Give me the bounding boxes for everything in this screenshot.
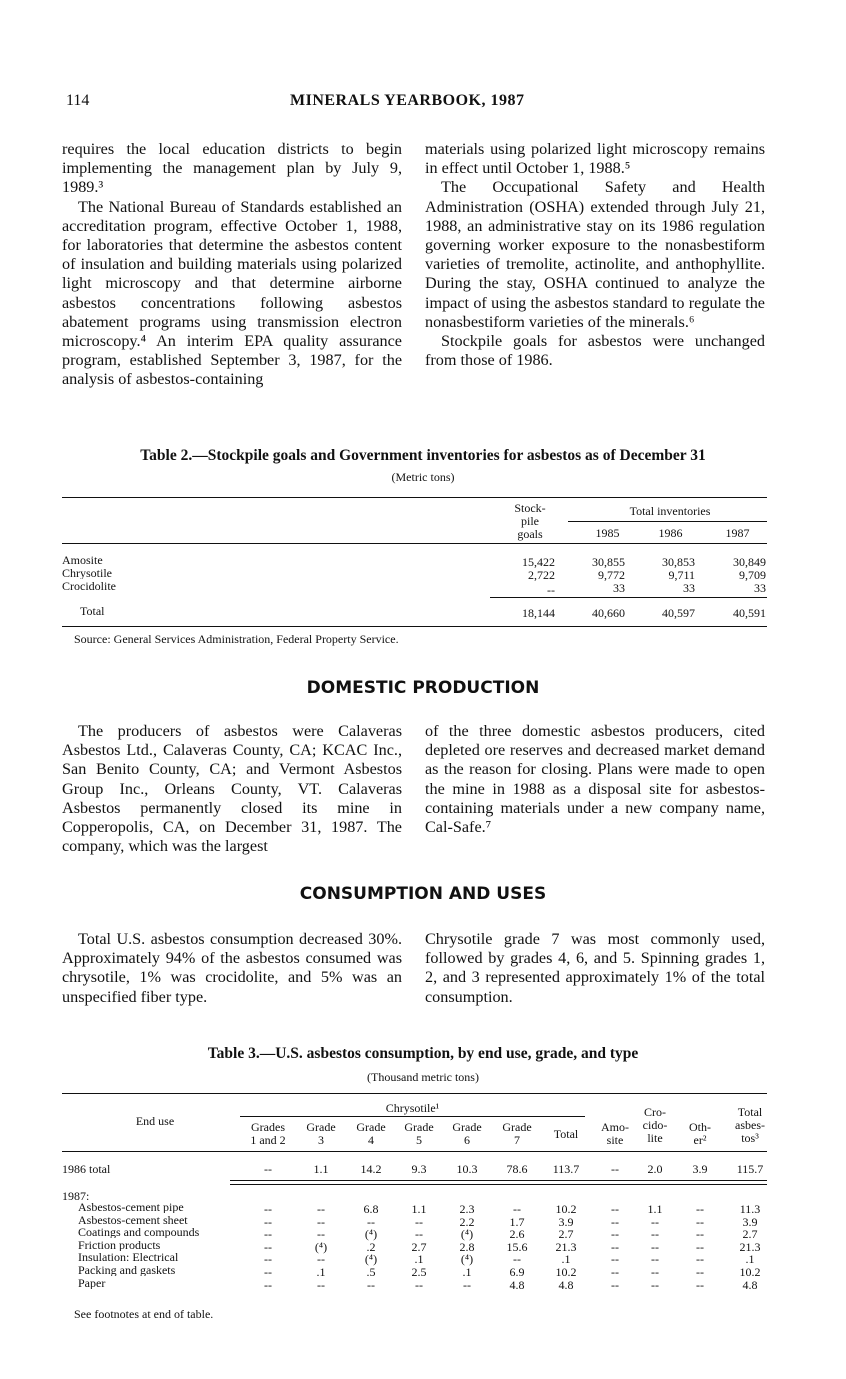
table3-cell: -- bbox=[264, 1214, 272, 1229]
table3-col-chrysotile: Chrysotile¹ bbox=[385, 1101, 440, 1115]
table3-row-label: Paper bbox=[78, 1276, 106, 1289]
table2-cell: 15,422 bbox=[522, 555, 555, 569]
table2-title: Table 2.—Stockpile goals and Government inventories for asbestos as of December 31 bbox=[140, 447, 706, 464]
table3-cell: -- bbox=[696, 1265, 704, 1279]
table3-chrysotile-rule bbox=[240, 1116, 585, 1117]
table2-total-cell: 18,144 bbox=[522, 606, 555, 620]
table3-col-header: Grade bbox=[306, 1120, 336, 1134]
table3-cell: 10.3 bbox=[456, 1162, 478, 1176]
table3-cell: .5 bbox=[366, 1265, 376, 1279]
table2-year-1985: 1985 bbox=[595, 526, 620, 540]
table2-cell: 9,711 bbox=[668, 568, 695, 582]
table2-col-stock-1: Stock- bbox=[514, 501, 546, 515]
table3-year-label: 1987: bbox=[62, 1189, 90, 1203]
table3-cell: 14.2 bbox=[360, 1162, 382, 1176]
table3-cell: -- bbox=[611, 1239, 619, 1254]
table3-cell: .1 bbox=[316, 1265, 326, 1279]
table2-cell: 9,772 bbox=[598, 568, 625, 582]
table2-cell: 2,722 bbox=[528, 568, 555, 582]
table2-cell: 30,849 bbox=[733, 555, 766, 569]
table3-row-label: Insulation: Electrical bbox=[78, 1251, 179, 1264]
table2-source: Source: General Services Administration, Federal Property Service. bbox=[74, 632, 399, 646]
section-heading-domestic-production: DOMESTIC PRODUCTION bbox=[306, 678, 540, 698]
table3-cell: -- bbox=[264, 1162, 272, 1176]
intro-left-column bbox=[62, 140, 402, 390]
table3-col-header: asbes- bbox=[735, 1118, 765, 1132]
table3-col-header: Total bbox=[553, 1127, 579, 1141]
intro-right-column bbox=[425, 140, 765, 370]
table3-cell: 2.0 bbox=[647, 1162, 663, 1176]
table3-cell: -- bbox=[463, 1277, 471, 1292]
table3-row-label: Packing and gaskets bbox=[78, 1264, 176, 1276]
table3-cell: -- bbox=[651, 1277, 659, 1292]
table3-cell: 2.6 bbox=[509, 1227, 525, 1242]
table3-cell: -- bbox=[367, 1277, 375, 1292]
intro-left-paragraph-1: requires the local education districts to begin implementing the management plan by July 9, 1989.³ bbox=[62, 140, 402, 197]
table3-cell: -- bbox=[264, 1239, 272, 1254]
table3-col-end-use: End use bbox=[135, 1114, 175, 1128]
table3-cell: -- bbox=[415, 1277, 423, 1292]
table3-cell: -- bbox=[696, 1239, 704, 1254]
table3-cell: -- bbox=[317, 1214, 325, 1229]
table3-cell: -- bbox=[696, 1277, 704, 1292]
table2-col-stock-3: goals bbox=[517, 527, 543, 541]
table2-subtitle: (Metric tons) bbox=[391, 470, 455, 484]
table3-cell: 1.1 bbox=[313, 1162, 329, 1176]
table3-cell: (⁴) bbox=[314, 1239, 328, 1254]
table3-cell: 1.7 bbox=[509, 1214, 525, 1229]
table3-cell: -- bbox=[696, 1202, 704, 1216]
table3-col-header: Grade bbox=[452, 1120, 482, 1134]
table3-cell: 6.8 bbox=[363, 1202, 379, 1216]
table3-col-header: lite bbox=[647, 1131, 663, 1145]
running-head: MINERALS YEARBOOK, 1987 bbox=[290, 92, 525, 109]
table3-cell: -- bbox=[611, 1277, 619, 1292]
table2-cell: 30,855 bbox=[592, 555, 625, 569]
table3-row-1986-label: 1986 total bbox=[62, 1163, 111, 1175]
consumption-right-paragraph: Chrysotile grade 7 was most commonly used, followed by grades 4, 6, and 5. Spinning grades 1, 2, and 3 represented approximately 1% of the total consumption. bbox=[425, 930, 765, 1006]
table3-cell: 78.6 bbox=[506, 1162, 528, 1176]
table3-cell: (⁴) bbox=[460, 1227, 474, 1242]
table3-cell: 1.1 bbox=[411, 1202, 427, 1216]
table3-cell: -- bbox=[264, 1277, 272, 1292]
table3-cell: 10.2 bbox=[555, 1265, 577, 1279]
table2-row-label: Crocidolite bbox=[62, 580, 116, 592]
table2-group-rule bbox=[568, 521, 767, 522]
table2-top-rule bbox=[62, 497, 767, 498]
table3-cell: 21.3 bbox=[739, 1239, 761, 1254]
table3-row-label: Coatings and compounds bbox=[78, 1226, 200, 1239]
table3-cell: 11.3 bbox=[739, 1202, 761, 1216]
table3-cell: 1.1 bbox=[647, 1202, 663, 1216]
table3-cell: (⁴) bbox=[364, 1252, 378, 1267]
domestic-right-column bbox=[425, 722, 765, 837]
table3-cell: .1 bbox=[745, 1252, 755, 1267]
table3-cell: -- bbox=[651, 1252, 659, 1267]
table3-title: Table 3.—U.S. asbestos consumption, by end use, grade, and type bbox=[207, 1045, 639, 1062]
table3-col-header: site bbox=[606, 1133, 624, 1147]
table3-cell: 3.9 bbox=[692, 1162, 708, 1176]
table3-cell: -- bbox=[611, 1162, 619, 1176]
intro-right-paragraph-1: materials using polarized light microscopy remains in effect until October 1, 1988.⁵ bbox=[425, 140, 765, 178]
table2-header-rule bbox=[62, 543, 767, 544]
table3-cell: 2.7 bbox=[742, 1227, 758, 1242]
table3-cell: -- bbox=[264, 1252, 272, 1267]
table3-cell: 113.7 bbox=[552, 1162, 580, 1176]
table2-bottom-rule bbox=[62, 626, 767, 627]
intro-left-paragraph-2: The National Bureau of Standards established an accreditation program, effective October 1, 1988, for laboratories that determine the asbestos content of insulation and building materials using polarized light microscopy and that determine airborne asbestos concentrations following asbestos abatement programs using transmission electron microscopy.⁴ An interim EPA quality assurance program, established September 3, 1987, for the analysis of asbestos-containing bbox=[62, 197, 402, 389]
domestic-left-paragraph: The producers of asbestos were Calaveras Asbestos Ltd., Calaveras County, CA; KCAC Inc., San Benito County, CA; and Vermont Asbestos Group Inc., Orleans County, VT. Calaveras Asbestos permanently closed its mine in Copperopolis, CA, on December 31, 1987. The company, which was the largest bbox=[62, 722, 402, 856]
table3-cell: -- bbox=[611, 1252, 619, 1267]
table3-cell: (⁴) bbox=[460, 1252, 474, 1267]
table3-cell: -- bbox=[696, 1227, 704, 1242]
table3-cell: 4.8 bbox=[509, 1277, 525, 1292]
table3-cell: -- bbox=[367, 1214, 375, 1229]
table2-row-label: Amosite bbox=[62, 554, 103, 566]
table3-cell: 2.7 bbox=[411, 1239, 427, 1254]
table3-cell: -- bbox=[611, 1227, 619, 1242]
table3-cell: 4.8 bbox=[558, 1277, 574, 1292]
table3-cell: -- bbox=[317, 1277, 325, 1292]
intro-right-paragraph-3: Stockpile goals for asbestos were unchanged from those of 1986. bbox=[425, 332, 765, 370]
table3-cell: -- bbox=[415, 1214, 423, 1229]
table2-total-cell: 40,597 bbox=[662, 606, 695, 620]
table3-cell: 2.7 bbox=[558, 1227, 574, 1242]
table3-1986-rule-b bbox=[230, 1184, 767, 1185]
table2-total-cell: 40,591 bbox=[733, 606, 766, 620]
table3-cell: .2 bbox=[366, 1239, 376, 1254]
table3-cell: -- bbox=[611, 1202, 619, 1216]
table3-header-rule bbox=[62, 1151, 767, 1152]
table3-cell: 2.5 bbox=[411, 1265, 427, 1279]
table3-cell: 3.9 bbox=[742, 1214, 758, 1229]
consumption-right-column bbox=[425, 930, 765, 1007]
table2-year-1987: 1987 bbox=[725, 526, 750, 540]
intro-right-paragraph-2: The Occupational Safety and Health Administration (OSHA) extended through July 21, 1988, an administrative stay on its 1986 regulation governing worker exposure to the nonasbestiform varieties of tremolite, actinolite, and anthophyllite. During the stay, OSHA continued to analyze the impact of using the asbestos standard to regulate the nonasbestiform varieties of the minerals.⁶ bbox=[425, 178, 765, 331]
table3-row-label: Friction products bbox=[78, 1238, 161, 1251]
table2-cell: 9,709 bbox=[739, 568, 766, 582]
page-number: 114 bbox=[66, 92, 90, 109]
table3-col-header: Grade bbox=[502, 1120, 532, 1134]
table3-col-header: Grades bbox=[251, 1120, 285, 1134]
table3-cell: -- bbox=[264, 1202, 272, 1216]
table3-cell: -- bbox=[611, 1265, 619, 1279]
table3-col-header: Grade bbox=[356, 1120, 386, 1134]
table3-cell: 21.3 bbox=[555, 1239, 577, 1254]
table3-cell: 3.9 bbox=[558, 1214, 574, 1229]
table3-cell: 2.2 bbox=[459, 1214, 475, 1229]
table3-cell: (⁴) bbox=[364, 1227, 378, 1242]
table2-cell: -- bbox=[547, 583, 555, 597]
table3-col-header: er² bbox=[693, 1133, 707, 1147]
table3-cell: 15.6 bbox=[506, 1239, 528, 1254]
table3-cell: 10.2 bbox=[739, 1265, 761, 1279]
table3-cell: 2.8 bbox=[459, 1239, 475, 1254]
table3-cell: 4.8 bbox=[742, 1277, 758, 1292]
table3-col-header: Amo- bbox=[601, 1120, 629, 1134]
table2-total-rule bbox=[490, 597, 767, 598]
table3-col-header: 6 bbox=[464, 1133, 470, 1147]
table3-cell: -- bbox=[651, 1239, 659, 1254]
table2-cell: 30,853 bbox=[662, 555, 695, 569]
table3-col-header: 5 bbox=[416, 1133, 422, 1147]
table3-cell: 115.7 bbox=[736, 1162, 764, 1176]
table3-col-header: Total bbox=[737, 1105, 763, 1119]
consumption-left-paragraph: Total U.S. asbestos consumption decreased 30%. Approximately 94% of the asbestos consumed was chrysotile, 1% was crocidolite, and 5% was an unspecified fiber type. bbox=[62, 930, 402, 1006]
table3-cell: -- bbox=[264, 1265, 272, 1279]
table2-row-label: Chrysotile bbox=[62, 567, 112, 579]
table3-cell: -- bbox=[317, 1202, 325, 1216]
table3-cell: -- bbox=[651, 1265, 659, 1279]
table3-cell: .1 bbox=[561, 1252, 571, 1267]
table3-col-header: 4 bbox=[368, 1133, 374, 1147]
consumption-left-column bbox=[62, 930, 402, 1007]
table3-cell: -- bbox=[264, 1227, 272, 1242]
table3-cell: 9.3 bbox=[411, 1162, 427, 1176]
table3-cell: -- bbox=[317, 1252, 325, 1267]
table3-col-header: Grade bbox=[404, 1120, 434, 1134]
table3-footnote: See footnotes at end of table. bbox=[74, 1307, 214, 1321]
section-heading-consumption-and-uses: CONSUMPTION AND USES bbox=[299, 884, 547, 904]
table3-cell: -- bbox=[611, 1214, 619, 1229]
table2-cell: 33 bbox=[754, 581, 766, 595]
table2-col-stock-2: pile bbox=[521, 514, 539, 528]
table3-col-header: tos³ bbox=[741, 1131, 759, 1145]
table3-cell: -- bbox=[415, 1227, 423, 1242]
table3-col-header: cido- bbox=[642, 1118, 668, 1132]
table2-total-label: Total bbox=[80, 605, 105, 617]
table3-subtitle: (Thousand metric tons) bbox=[367, 1070, 479, 1084]
table3-top-rule bbox=[62, 1093, 767, 1094]
table3-cell: -- bbox=[696, 1214, 704, 1229]
table3-cell: 2.3 bbox=[459, 1202, 475, 1216]
table3-cell: .1 bbox=[462, 1265, 472, 1279]
table2-col-group: Total inventories bbox=[629, 504, 711, 518]
table2-year-1986: 1986 bbox=[658, 526, 683, 540]
table3-cell: -- bbox=[696, 1252, 704, 1267]
table3-cell: 10.2 bbox=[555, 1202, 577, 1216]
table3-1986-rule-a bbox=[230, 1180, 767, 1181]
table3-row-label: Asbestos-cement sheet bbox=[78, 1213, 188, 1226]
table3-col-header: 3 bbox=[318, 1133, 324, 1147]
table3-col-header: 7 bbox=[514, 1133, 520, 1147]
table3-cell: -- bbox=[651, 1214, 659, 1229]
table3-col-header: 1 and 2 bbox=[250, 1133, 286, 1147]
table3-cell: -- bbox=[317, 1227, 325, 1242]
table3-cell: -- bbox=[513, 1252, 521, 1267]
table3-row-label: Asbestos-cement pipe bbox=[78, 1201, 184, 1213]
domestic-right-paragraph: of the three domestic asbestos producers, cited depleted ore reserves and decreased market demand as the reason for closing. Plans were made to open the mine in 1988 as a disposal site for asbestos-containing materials under a new company name, Cal-Safe.⁷ bbox=[425, 722, 765, 837]
table3-cell: -- bbox=[513, 1202, 521, 1216]
table3-col-header: Oth- bbox=[689, 1120, 711, 1134]
table2-cell: 33 bbox=[683, 581, 695, 595]
table3-cell: 6.9 bbox=[509, 1265, 525, 1279]
table3-col-header: Cro- bbox=[644, 1105, 666, 1119]
table2-total-cell: 40,660 bbox=[592, 606, 625, 620]
table2-cell: 33 bbox=[613, 581, 625, 595]
domestic-left-column bbox=[62, 722, 402, 856]
table3-cell: .1 bbox=[414, 1252, 424, 1267]
table3-cell: -- bbox=[651, 1227, 659, 1242]
